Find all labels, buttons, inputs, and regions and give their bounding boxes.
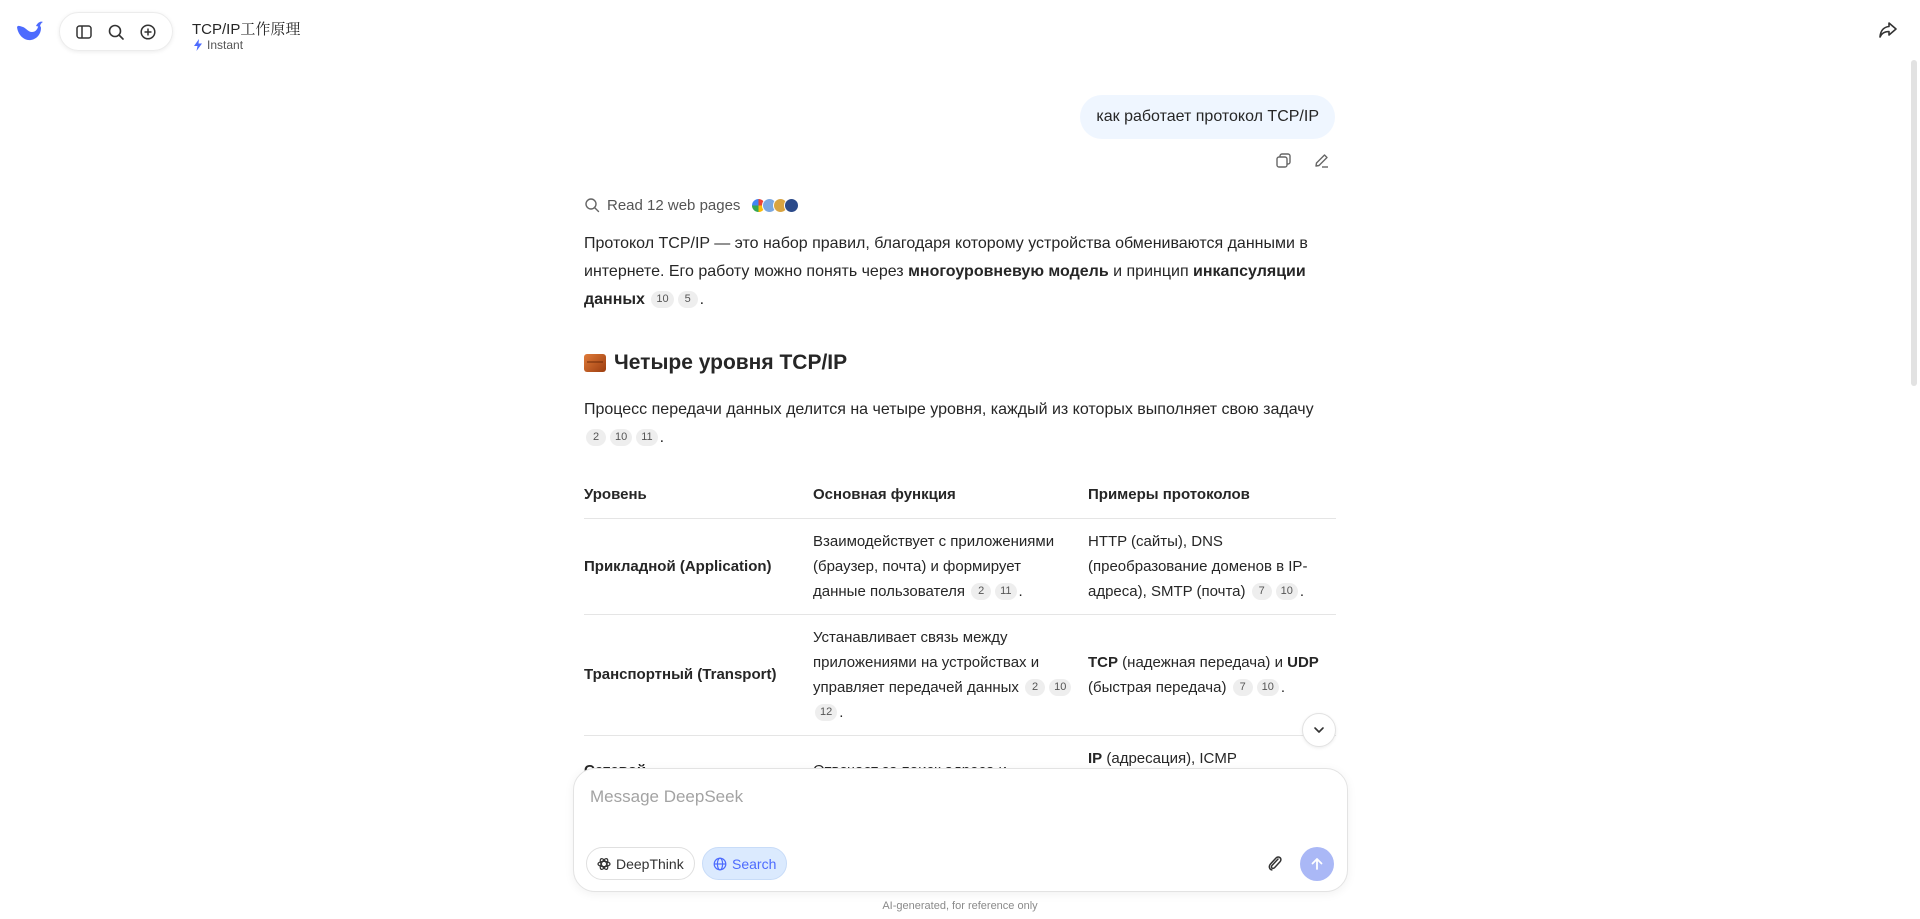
mode-indicator xyxy=(193,38,243,52)
citation-badge[interactable]: 7 xyxy=(1233,679,1253,696)
mode-label: Instant xyxy=(207,38,244,52)
table-row xyxy=(584,614,1336,735)
top-bar xyxy=(0,0,1920,62)
level-cell: Прикладной (Application) xyxy=(584,518,813,614)
level-cell: Транспортный (Transport) xyxy=(584,614,813,735)
sidebar-toggle-icon xyxy=(75,23,93,41)
column-header: Примеры протоколов xyxy=(1088,472,1336,518)
search-chats-button[interactable] xyxy=(103,19,129,45)
function-cell: Взаимодействует с приложениями (браузер, почта) и формирует данные пользователя 2 11 . xyxy=(813,518,1088,614)
citation-badge[interactable]: 10 xyxy=(1257,679,1279,696)
paperclip-icon[interactable] xyxy=(1264,853,1286,875)
section-paragraph: Процесс передачи данных делится на четыре уровня, каждый из которых выполняет свою задачу 2 10 11 . xyxy=(584,401,1314,446)
sidebar-toggle-button[interactable] xyxy=(71,19,97,45)
citation-badge[interactable]: 2 xyxy=(586,429,606,446)
layers-table xyxy=(584,472,1336,807)
search-icon xyxy=(584,197,600,213)
edit-message-button[interactable] xyxy=(1309,148,1333,172)
citation-badge[interactable]: 2 xyxy=(971,583,991,600)
table-header-row xyxy=(584,472,1336,518)
section-heading: Четыре уровня TCP/IP xyxy=(584,348,1336,378)
globe-icon xyxy=(713,857,727,871)
read-pages-label: Read 12 web pages xyxy=(607,196,741,214)
search-toggle[interactable] xyxy=(702,847,787,880)
copy-icon xyxy=(1275,152,1292,169)
citation-badge[interactable]: 5 xyxy=(678,291,698,308)
arrow-up-icon xyxy=(1309,856,1325,872)
search-icon xyxy=(107,23,125,41)
deepthink-label: DeepThink xyxy=(616,855,684,872)
deepseek-whale-icon[interactable] xyxy=(14,18,44,44)
chat-title[interactable]: TCP/IP工作原理 xyxy=(192,21,301,38)
citation-badge[interactable]: 10 xyxy=(610,429,632,446)
search-label: Search xyxy=(732,855,777,872)
source-favicon-icon xyxy=(784,198,799,213)
table-row xyxy=(584,518,1336,614)
citation-badge[interactable]: 10 xyxy=(1276,583,1298,600)
assistant-response xyxy=(584,192,1336,768)
chevron-down-icon xyxy=(1312,723,1326,737)
user-message-actions xyxy=(1271,148,1333,172)
web-sources-toggle[interactable] xyxy=(584,192,1336,218)
citation-badge[interactable]: 11 xyxy=(995,583,1016,600)
function-cell: Устанавливает связь между приложениями на устройствах и управляет передачей данных 2 1012 . xyxy=(813,614,1088,735)
scroll-to-bottom-button[interactable] xyxy=(1302,713,1336,747)
citation-badge[interactable]: 10 xyxy=(651,291,673,308)
share-icon[interactable] xyxy=(1876,18,1900,42)
user-message-bubble: как работает протокол TCP/IP xyxy=(1080,95,1335,139)
citation-badge[interactable]: 2 xyxy=(1025,679,1045,696)
message-input[interactable] xyxy=(590,787,1290,807)
deepthink-icon xyxy=(597,857,611,871)
brick-emoji-icon xyxy=(584,354,606,372)
citation-badge[interactable]: 11 xyxy=(636,429,657,446)
column-header: Основная функция xyxy=(813,472,1088,518)
edit-icon xyxy=(1313,152,1330,169)
protocols-cell: IP (адресация), ICMP xyxy=(1088,735,1336,806)
page-scrollbar[interactable] xyxy=(1911,60,1917,386)
intro-paragraph: Протокол TCP/IP — это набор правил, благодаря которому устройства обмениваются данными в интернете. Его работу можно понять через многоуровневую модель и принцип инкапсуляции данных 10 5 . xyxy=(584,235,1308,308)
new-chat-button[interactable] xyxy=(135,19,161,45)
lightning-icon xyxy=(193,39,203,51)
protocols-cell: TCP (надежная передача) и UDP (быстрая передача) 7 10 . xyxy=(1088,614,1336,735)
source-favicons xyxy=(751,198,799,213)
send-button[interactable] xyxy=(1300,847,1334,881)
copy-message-button[interactable] xyxy=(1271,148,1295,172)
column-header: Уровень xyxy=(584,472,813,518)
toolbar-pill xyxy=(59,12,173,51)
disclaimer-text: AI-generated, for reference only xyxy=(882,900,1038,912)
protocols-cell: HTTP (сайты), DNS (преобразование доменов в IP-адреса), SMTP (почта) 7 10 . xyxy=(1088,518,1336,614)
citation-badge[interactable]: 7 xyxy=(1252,583,1272,600)
citation-badge[interactable]: 12 xyxy=(815,704,837,721)
deepthink-toggle[interactable] xyxy=(586,847,695,880)
citation-badge[interactable]: 10 xyxy=(1049,679,1071,696)
message-composer xyxy=(573,768,1348,892)
new-chat-icon xyxy=(139,23,157,41)
